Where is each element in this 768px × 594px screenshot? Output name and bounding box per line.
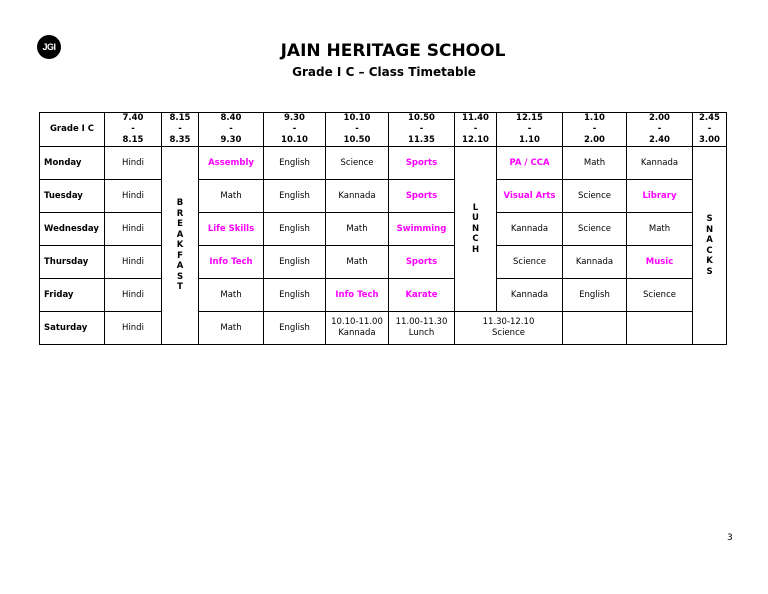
lesson-cell: Life Skills (199, 213, 264, 246)
time-sep: - (355, 124, 359, 134)
time-start: 1.10 (584, 113, 605, 123)
breakfast-column-letter: T (177, 282, 183, 293)
timetable (39, 112, 727, 345)
time-start: 12.15 (516, 113, 543, 123)
lesson-cell-timed (455, 312, 563, 345)
time-end: 12.10 (462, 135, 489, 145)
lesson-cell: Math (326, 213, 389, 246)
lesson-cell: Library (627, 180, 693, 213)
school-title: JAIN HERITAGE SCHOOL (280, 41, 506, 61)
time-start: 10.10 (343, 113, 371, 123)
snacks-column-letter: S (706, 214, 713, 224)
lesson-cell: Assembly (199, 147, 264, 180)
jgi-logo: JGI (37, 35, 61, 59)
grade-label: Grade I C (40, 113, 105, 147)
lesson-cell-timed (326, 312, 389, 345)
breakfast-column-letter: F (177, 250, 183, 261)
lesson-cell: Math (199, 312, 264, 345)
time-slot-header (389, 113, 455, 147)
lesson-subject: Science (492, 328, 525, 338)
lunch-column-letter: N (471, 223, 480, 234)
time-end: 10.10 (281, 135, 308, 145)
time-end: 8.15 (122, 135, 144, 145)
time-sep: - (707, 124, 712, 134)
time-start: 2.45 (699, 113, 720, 123)
snacks-column-letter: N (705, 224, 714, 235)
lunch-column (455, 147, 497, 312)
breakfast-column-letter: R (176, 208, 184, 219)
time-start: 8.15 (169, 113, 191, 123)
day-row (40, 246, 727, 279)
time-slot-header (162, 113, 199, 147)
time-start: 10.50 (408, 113, 435, 123)
lesson-cell: Science (497, 246, 563, 279)
day-name: Friday (40, 279, 105, 312)
day-row (40, 213, 727, 246)
lesson-time: 11.30-12.10 (482, 317, 535, 327)
lunch-column-letter: H (471, 244, 480, 255)
time-end: 9.30 (220, 135, 242, 145)
lesson-cell: Sports (389, 147, 455, 180)
time-start: 8.40 (220, 113, 242, 123)
lesson-cell: English (264, 180, 326, 213)
time-end: 2.40 (649, 135, 670, 145)
lesson-cell: English (264, 213, 326, 246)
lesson-cell: Math (199, 180, 264, 213)
time-slot-header (627, 113, 693, 147)
lesson-cell: Science (563, 180, 627, 213)
time-end: 2.00 (584, 135, 605, 145)
time-sep: - (657, 124, 662, 134)
timetable-subtitle: Grade I C – Class Timetable (292, 65, 476, 79)
lesson-cell: Kannada (497, 279, 563, 312)
day-name: Monday (40, 147, 105, 180)
lesson-cell: Hindi (105, 180, 162, 213)
time-end: 1.10 (519, 135, 540, 145)
time-slot-header (693, 113, 727, 147)
day-row (40, 147, 727, 180)
lunch-column-letter: L (472, 202, 479, 213)
lunch-column-letter: C (472, 234, 479, 245)
lesson-cell: Music (627, 246, 693, 279)
lesson-cell: Math (627, 213, 693, 246)
day-name: Thursday (40, 246, 105, 279)
time-sep: - (229, 124, 233, 134)
lesson-cell: Science (563, 213, 627, 246)
lesson-cell: English (264, 147, 326, 180)
time-slot-header (199, 113, 264, 147)
snacks-column-letter: A (706, 235, 713, 245)
time-start: 11.40 (462, 113, 489, 123)
breakfast-column-letter: A (176, 229, 184, 240)
lesson-cell: Hindi (105, 279, 162, 312)
time-slot-header (326, 113, 389, 147)
lesson-cell: Science (627, 279, 693, 312)
lesson-subject: Kannada (338, 328, 376, 338)
time-sep: - (178, 124, 182, 134)
page-number: 3 (727, 533, 733, 543)
snacks-column-letter: K (706, 256, 713, 266)
lesson-cell: English (264, 312, 326, 345)
lesson-cell: Hindi (105, 147, 162, 180)
lesson-cell: Sports (389, 246, 455, 279)
time-slot-header (455, 113, 497, 147)
time-start: 2.00 (649, 113, 670, 123)
lesson-cell: English (264, 279, 326, 312)
day-name: Saturday (40, 312, 105, 345)
lesson-cell: English (264, 246, 326, 279)
lesson-cell: Math (199, 279, 264, 312)
lesson-time: 11.00-11.30 (395, 317, 448, 327)
lesson-cell: Kannada (563, 246, 627, 279)
breakfast-column-letter: S (176, 271, 184, 282)
day-name: Tuesday (40, 180, 105, 213)
lesson-cell: Hindi (105, 246, 162, 279)
time-slot-header (264, 113, 326, 147)
day-name: Wednesday (40, 213, 105, 246)
time-sep: - (592, 124, 597, 134)
day-row (40, 180, 727, 213)
snacks-column (693, 147, 727, 345)
time-slot-header (105, 113, 162, 147)
breakfast-column-letter: A (176, 261, 184, 272)
breakfast-column-letter: K (176, 240, 184, 251)
empty-cell (627, 312, 693, 345)
day-row (40, 279, 727, 312)
lesson-cell-timed (389, 312, 455, 345)
lesson-cell: PA / CCA (497, 147, 563, 180)
lesson-cell: Kannada (627, 147, 693, 180)
lesson-cell: Science (326, 147, 389, 180)
lesson-cell: Karate (389, 279, 455, 312)
lesson-cell: Kannada (326, 180, 389, 213)
time-end: 10.50 (343, 135, 371, 145)
lesson-cell: Sports (389, 180, 455, 213)
breakfast-column-letter: B (176, 198, 184, 209)
lunch-column-letter: U (472, 213, 479, 224)
lesson-cell: Swimming (389, 213, 455, 246)
lesson-cell: Hindi (105, 312, 162, 345)
lesson-cell: Math (563, 147, 627, 180)
header-row (40, 113, 727, 147)
snacks-column-letter: S (706, 266, 713, 277)
lesson-cell: Info Tech (199, 246, 264, 279)
empty-cell (563, 312, 627, 345)
breakfast-column-letter: E (177, 219, 183, 230)
day-row-saturday (40, 312, 727, 345)
time-sep: - (473, 124, 478, 134)
time-end: 8.35 (169, 135, 191, 145)
time-start: 7.40 (122, 113, 144, 123)
time-slot-header (497, 113, 563, 147)
lesson-cell: Visual Arts (497, 180, 563, 213)
time-end: 3.00 (699, 135, 720, 145)
time-end: 11.35 (408, 135, 435, 145)
time-sep: - (527, 124, 532, 134)
lesson-subject: Lunch (408, 328, 435, 338)
snacks-column-letter: C (706, 245, 713, 256)
lesson-cell: Math (326, 246, 389, 279)
lesson-cell: English (563, 279, 627, 312)
lesson-cell: Info Tech (326, 279, 389, 312)
time-start: 9.30 (284, 113, 305, 123)
lesson-cell: Hindi (105, 213, 162, 246)
time-sep: - (419, 124, 424, 134)
time-sep: - (131, 124, 135, 134)
breakfast-column (162, 147, 199, 345)
time-slot-header (563, 113, 627, 147)
lesson-time: 10.10-11.00 (331, 317, 383, 327)
time-sep: - (292, 124, 297, 134)
lesson-cell: Kannada (497, 213, 563, 246)
